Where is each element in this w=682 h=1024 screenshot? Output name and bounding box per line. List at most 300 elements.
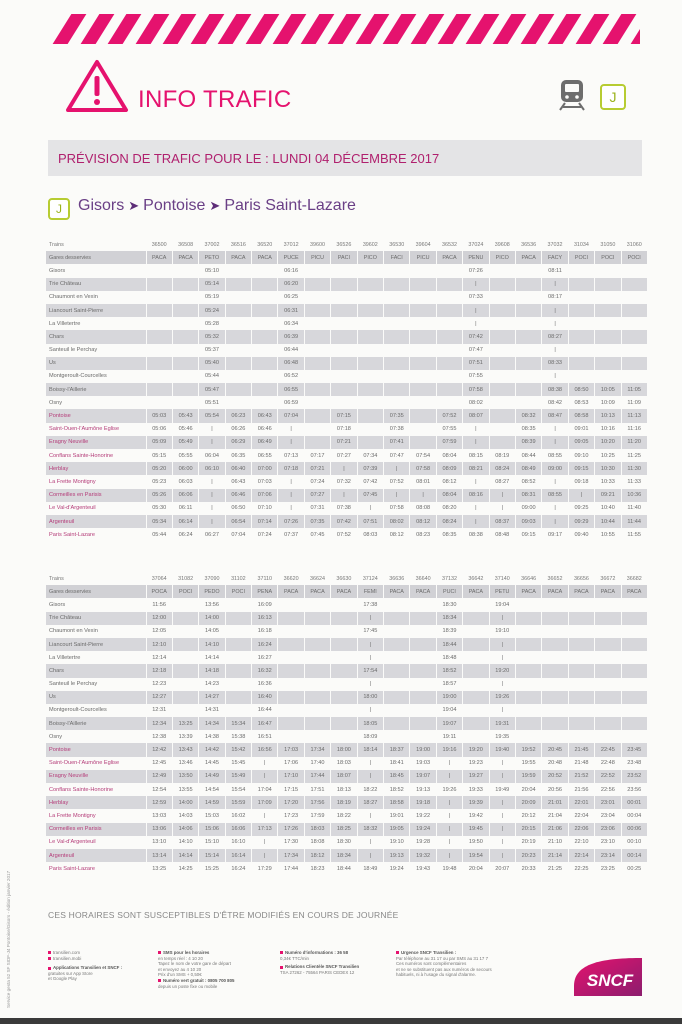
departure-time bbox=[252, 357, 278, 370]
departure-time: 14:05 bbox=[199, 625, 225, 638]
departure-time: 06:29 bbox=[225, 436, 251, 449]
departure-time: 07:42 bbox=[357, 475, 383, 488]
departure-time: | bbox=[252, 836, 278, 849]
departure-time: 08:19 bbox=[489, 449, 515, 462]
footer-emergency-line: habituels, ni à l'usage du signal d'alarme. bbox=[396, 972, 477, 978]
stations-served-label: Gares desservies bbox=[46, 251, 146, 264]
departure-time: 18:34 bbox=[331, 849, 357, 862]
departure-time: | bbox=[252, 809, 278, 822]
departure-time bbox=[172, 651, 198, 664]
departure-time: 06:06 bbox=[172, 489, 198, 502]
train-number: 39600 bbox=[304, 238, 330, 251]
departure-time: 16:18 bbox=[252, 625, 278, 638]
departure-time: 05:15 bbox=[146, 449, 172, 462]
departure-time: 19:10 bbox=[384, 836, 410, 849]
train-number: 36630 bbox=[331, 572, 357, 585]
departure-time: 10:25 bbox=[595, 449, 621, 462]
departure-time bbox=[621, 664, 647, 677]
route-line-badge: J bbox=[48, 198, 70, 220]
departure-time: 19:26 bbox=[436, 783, 462, 796]
departure-time: 18:13 bbox=[331, 783, 357, 796]
departure-time: 11:40 bbox=[621, 502, 647, 515]
footer-web-link[interactable]: transilien.com bbox=[48, 950, 148, 956]
departure-time bbox=[225, 691, 251, 704]
mission-code: PICU bbox=[304, 251, 330, 264]
departure-time: 07:38 bbox=[384, 423, 410, 436]
departure-time bbox=[225, 664, 251, 677]
departure-time bbox=[489, 396, 515, 409]
departure-time: 07:58 bbox=[463, 383, 489, 396]
mission-code: POCA bbox=[146, 585, 172, 598]
departure-time bbox=[463, 664, 489, 677]
departure-time: 23:04 bbox=[595, 809, 621, 822]
departure-time bbox=[384, 330, 410, 343]
station-name: Argenteuil bbox=[46, 849, 146, 862]
station-name: Liancourt Saint-Pierre bbox=[46, 638, 146, 651]
departure-time bbox=[278, 612, 304, 625]
train-number: 36526 bbox=[331, 238, 357, 251]
departure-time bbox=[172, 704, 198, 717]
departure-time: 07:18 bbox=[331, 423, 357, 436]
footer-phone: Numéro vert gratuit : 0805 700 805 bbox=[158, 978, 278, 984]
departure-time: 14:31 bbox=[199, 704, 225, 717]
train-number: 36508 bbox=[172, 238, 198, 251]
departure-time bbox=[568, 264, 594, 277]
footer-info-title: Numéro d'informations : 36 58 bbox=[280, 950, 390, 956]
timetable-row bbox=[46, 743, 647, 756]
departure-time: 17:34 bbox=[304, 743, 330, 756]
station-name: Conflans Sainte-Honorine bbox=[46, 449, 146, 462]
departure-time: 17:44 bbox=[304, 770, 330, 783]
departure-time bbox=[304, 370, 330, 383]
departure-time: | bbox=[542, 423, 568, 436]
departure-time: 11:13 bbox=[621, 409, 647, 422]
train-number: 36656 bbox=[568, 572, 594, 585]
departure-time: 18:52 bbox=[384, 783, 410, 796]
departure-time bbox=[172, 330, 198, 343]
departure-time bbox=[621, 264, 647, 277]
departure-time bbox=[621, 317, 647, 330]
departure-time bbox=[542, 704, 568, 717]
departure-time: 14:34 bbox=[199, 717, 225, 730]
station-name: Herblay bbox=[46, 462, 146, 475]
departure-time: 15:03 bbox=[199, 809, 225, 822]
departure-time: 07:58 bbox=[410, 462, 436, 475]
departure-time bbox=[331, 717, 357, 730]
footer-apps-line: gratuites sur App Store bbox=[48, 970, 93, 976]
departure-time: | bbox=[489, 849, 515, 862]
departure-time: 12:31 bbox=[146, 704, 172, 717]
departure-time bbox=[436, 317, 462, 330]
departure-time: 13:03 bbox=[146, 809, 172, 822]
departure-time bbox=[252, 291, 278, 304]
departure-time bbox=[515, 598, 541, 611]
departure-time: 10:16 bbox=[595, 423, 621, 436]
departure-time: 06:55 bbox=[278, 383, 304, 396]
forecast-prefix: PRÉVISION DE TRAFIC POUR LE : bbox=[58, 151, 269, 166]
departure-time: 06:35 bbox=[225, 449, 251, 462]
departure-time: 19:40 bbox=[489, 743, 515, 756]
departure-time: 06:00 bbox=[172, 462, 198, 475]
departure-time: 17:04 bbox=[252, 783, 278, 796]
departure-time: 11:44 bbox=[621, 515, 647, 528]
departure-time: 07:14 bbox=[252, 515, 278, 528]
departure-time: 05:40 bbox=[199, 357, 225, 370]
train-number: 37110 bbox=[252, 572, 278, 585]
station-name: Chars bbox=[46, 664, 146, 677]
departure-time: 19:04 bbox=[489, 598, 515, 611]
forecast-bar bbox=[48, 140, 642, 176]
departure-time: | bbox=[278, 423, 304, 436]
departure-time: 05:44 bbox=[146, 528, 172, 541]
train-number: 36516 bbox=[225, 238, 251, 251]
departure-time: 08:38 bbox=[542, 383, 568, 396]
departure-time bbox=[410, 291, 436, 304]
departure-time: 17:59 bbox=[304, 809, 330, 822]
timetable-row bbox=[46, 304, 647, 317]
departure-time bbox=[568, 370, 594, 383]
departure-time: | bbox=[568, 489, 594, 502]
departure-time: 23:06 bbox=[595, 823, 621, 836]
departure-time bbox=[278, 625, 304, 638]
line-j-badge: J bbox=[600, 84, 626, 110]
departure-time: 08:24 bbox=[489, 462, 515, 475]
departure-time: 12:45 bbox=[146, 757, 172, 770]
warning-stripe bbox=[575, 14, 609, 44]
departure-time: 12:54 bbox=[146, 783, 172, 796]
departure-time: 08:27 bbox=[489, 475, 515, 488]
train-number-row bbox=[46, 238, 647, 251]
departure-time: 05:10 bbox=[199, 264, 225, 277]
departure-time bbox=[515, 304, 541, 317]
departure-time: 19:27 bbox=[463, 770, 489, 783]
departure-time: 08:33 bbox=[542, 357, 568, 370]
departure-time: | bbox=[436, 849, 462, 862]
mission-code: POCI bbox=[621, 251, 647, 264]
departure-time: 18:58 bbox=[384, 796, 410, 809]
departure-time: 07:39 bbox=[357, 462, 383, 475]
departure-time: 19:24 bbox=[410, 823, 436, 836]
departure-time: 08:55 bbox=[542, 449, 568, 462]
departure-time: 20:04 bbox=[463, 862, 489, 875]
departure-time bbox=[304, 278, 330, 291]
departure-time bbox=[515, 651, 541, 664]
departure-time: 11:33 bbox=[621, 475, 647, 488]
departure-time bbox=[304, 344, 330, 357]
departure-time: 05:55 bbox=[172, 449, 198, 462]
departure-time bbox=[357, 278, 383, 291]
train-number: 36652 bbox=[542, 572, 568, 585]
departure-time bbox=[621, 691, 647, 704]
departure-time: 00:04 bbox=[621, 809, 647, 822]
departure-time: 09:15 bbox=[568, 462, 594, 475]
departure-time bbox=[331, 638, 357, 651]
departure-time: 07:06 bbox=[252, 489, 278, 502]
departure-time: 07:26 bbox=[278, 515, 304, 528]
departure-time: 15:59 bbox=[225, 796, 251, 809]
departure-time bbox=[252, 278, 278, 291]
warning-stripe bbox=[383, 14, 417, 44]
departure-time: | bbox=[199, 475, 225, 488]
departure-time: | bbox=[199, 489, 225, 502]
departure-time bbox=[436, 304, 462, 317]
footer-mobile-link[interactable]: transilien.mobi bbox=[48, 956, 148, 962]
departure-time bbox=[489, 278, 515, 291]
departure-time: 19:42 bbox=[463, 809, 489, 822]
departure-time bbox=[463, 612, 489, 625]
departure-time bbox=[463, 598, 489, 611]
departure-time: | bbox=[436, 796, 462, 809]
departure-time: 00:06 bbox=[621, 823, 647, 836]
departure-time bbox=[304, 678, 330, 691]
departure-time: 16:02 bbox=[225, 809, 251, 822]
train-number: 39604 bbox=[410, 238, 436, 251]
timetable-row bbox=[46, 489, 647, 502]
departure-time bbox=[357, 291, 383, 304]
departure-time bbox=[304, 598, 330, 611]
departure-time bbox=[384, 691, 410, 704]
departure-time: | bbox=[199, 436, 225, 449]
departure-time: 08:35 bbox=[436, 528, 462, 541]
departure-time: 14:00 bbox=[199, 612, 225, 625]
warning-stripe bbox=[300, 14, 334, 44]
mission-code: PACA bbox=[410, 585, 436, 598]
departure-time bbox=[172, 317, 198, 330]
departure-time bbox=[515, 383, 541, 396]
departure-time: 05:32 bbox=[199, 330, 225, 343]
departure-time bbox=[542, 625, 568, 638]
departure-time bbox=[542, 638, 568, 651]
departure-time: 20:56 bbox=[542, 783, 568, 796]
departure-time: 23:48 bbox=[621, 757, 647, 770]
departure-time: 19:43 bbox=[410, 862, 436, 875]
timetable-row bbox=[46, 809, 647, 822]
departure-time bbox=[252, 264, 278, 277]
departure-time bbox=[621, 704, 647, 717]
departure-time: 15:06 bbox=[199, 823, 225, 836]
warning-stripe bbox=[108, 14, 142, 44]
departure-time: 07:10 bbox=[252, 502, 278, 515]
departure-time: 07:35 bbox=[304, 515, 330, 528]
departure-time: 11:30 bbox=[621, 462, 647, 475]
departure-time: 08:08 bbox=[410, 502, 436, 515]
departure-time: 19:20 bbox=[489, 664, 515, 677]
departure-time: 19:04 bbox=[436, 704, 462, 717]
timetable-row bbox=[46, 678, 647, 691]
timetable-row bbox=[46, 770, 647, 783]
timetable-row bbox=[46, 691, 647, 704]
train-number: 36636 bbox=[384, 572, 410, 585]
departure-time: | bbox=[384, 489, 410, 502]
departure-time: 12:42 bbox=[146, 743, 172, 756]
departure-time: 17:10 bbox=[278, 770, 304, 783]
departure-time bbox=[568, 278, 594, 291]
departure-time bbox=[568, 730, 594, 743]
departure-time bbox=[621, 357, 647, 370]
departure-time: 07:52 bbox=[384, 475, 410, 488]
departure-time bbox=[384, 370, 410, 383]
departure-time bbox=[489, 291, 515, 304]
mission-code: PACA bbox=[515, 585, 541, 598]
departure-time bbox=[172, 344, 198, 357]
mission-code: PACA bbox=[515, 251, 541, 264]
departure-time: 19:33 bbox=[463, 783, 489, 796]
timetable-row bbox=[46, 330, 647, 343]
departure-time bbox=[357, 409, 383, 422]
departure-time: | bbox=[542, 515, 568, 528]
station-name: La Villetertre bbox=[46, 317, 146, 330]
departure-time bbox=[331, 396, 357, 409]
departure-time: 08:12 bbox=[436, 475, 462, 488]
departure-time bbox=[621, 278, 647, 291]
departure-time bbox=[384, 651, 410, 664]
departure-time: 19:18 bbox=[410, 796, 436, 809]
trains-label: Trains bbox=[46, 238, 146, 251]
departure-time: | bbox=[542, 278, 568, 291]
departure-time: 18:44 bbox=[331, 862, 357, 875]
departure-time bbox=[278, 730, 304, 743]
station-name: Cormeilles en Parisis bbox=[46, 489, 146, 502]
departure-time bbox=[172, 278, 198, 291]
departure-time bbox=[568, 651, 594, 664]
departure-time: | bbox=[436, 823, 462, 836]
departure-time bbox=[542, 664, 568, 677]
departure-time bbox=[410, 638, 436, 651]
departure-time bbox=[331, 651, 357, 664]
departure-time bbox=[172, 664, 198, 677]
departure-time: 14:59 bbox=[199, 796, 225, 809]
bullet-icon bbox=[396, 951, 399, 954]
departure-time: 07:47 bbox=[463, 344, 489, 357]
station-name: Us bbox=[46, 357, 146, 370]
departure-time bbox=[515, 370, 541, 383]
mission-code: PENA bbox=[252, 585, 278, 598]
departure-time: 15:38 bbox=[225, 730, 251, 743]
mission-code: FACI bbox=[384, 251, 410, 264]
departure-time bbox=[515, 704, 541, 717]
departure-time: 00:14 bbox=[621, 849, 647, 862]
departure-time: 08:17 bbox=[542, 291, 568, 304]
departure-time: 11:25 bbox=[621, 449, 647, 462]
warning-stripe bbox=[465, 14, 499, 44]
departure-time: 09:01 bbox=[568, 423, 594, 436]
departure-time bbox=[595, 717, 621, 730]
departure-time bbox=[172, 691, 198, 704]
departure-time bbox=[489, 409, 515, 422]
departure-time bbox=[146, 304, 172, 317]
departure-time: 18:30 bbox=[436, 598, 462, 611]
departure-time: 06:10 bbox=[199, 462, 225, 475]
departure-time: | bbox=[410, 489, 436, 502]
departure-time: 06:31 bbox=[278, 304, 304, 317]
departure-time: 19:55 bbox=[515, 757, 541, 770]
departure-time: 00:25 bbox=[621, 862, 647, 875]
station-name: Pontoise bbox=[46, 743, 146, 756]
departure-time: 05:46 bbox=[172, 423, 198, 436]
departure-time bbox=[621, 625, 647, 638]
departure-time: 06:14 bbox=[172, 515, 198, 528]
departure-time: 18:09 bbox=[357, 730, 383, 743]
departure-time: | bbox=[357, 849, 383, 862]
departure-time: 06:44 bbox=[278, 344, 304, 357]
departure-time bbox=[331, 317, 357, 330]
departure-time: | bbox=[384, 462, 410, 475]
departure-time: 06:20 bbox=[278, 278, 304, 291]
departure-time: 06:55 bbox=[252, 449, 278, 462]
departure-time: 13:14 bbox=[146, 849, 172, 862]
departure-time: 08:04 bbox=[436, 449, 462, 462]
departure-time: 20:07 bbox=[489, 862, 515, 875]
departure-time: 13:39 bbox=[172, 730, 198, 743]
departure-time bbox=[384, 664, 410, 677]
departure-time bbox=[621, 598, 647, 611]
departure-time: | bbox=[357, 612, 383, 625]
departure-time bbox=[595, 598, 621, 611]
train-number: 37064 bbox=[146, 572, 172, 585]
timetable-row bbox=[46, 357, 647, 370]
departure-time bbox=[304, 612, 330, 625]
departure-time bbox=[515, 317, 541, 330]
departure-time: 22:04 bbox=[568, 809, 594, 822]
departure-time bbox=[225, 638, 251, 651]
departure-time bbox=[357, 344, 383, 357]
departure-time: 07:04 bbox=[278, 409, 304, 422]
mission-code: PETU bbox=[489, 585, 515, 598]
departure-time bbox=[410, 436, 436, 449]
departure-time bbox=[304, 291, 330, 304]
departure-time: 20:15 bbox=[515, 823, 541, 836]
departure-time: | bbox=[357, 678, 383, 691]
departure-time bbox=[331, 383, 357, 396]
departure-time: 22:14 bbox=[568, 849, 594, 862]
page-bottom-edge bbox=[0, 1018, 682, 1024]
departure-time bbox=[278, 651, 304, 664]
departure-time: 20:33 bbox=[515, 862, 541, 875]
departure-time bbox=[225, 304, 251, 317]
timetable-row bbox=[46, 730, 647, 743]
departure-time bbox=[410, 423, 436, 436]
departure-time: 08:16 bbox=[463, 489, 489, 502]
departure-time bbox=[568, 291, 594, 304]
departure-time: 17:29 bbox=[252, 862, 278, 875]
departure-time: 18:19 bbox=[331, 796, 357, 809]
station-name: Eragny Neuville bbox=[46, 436, 146, 449]
departure-time bbox=[410, 383, 436, 396]
train-number: 36646 bbox=[515, 572, 541, 585]
departure-time: 19:07 bbox=[436, 717, 462, 730]
departure-time bbox=[384, 730, 410, 743]
departure-time: 21:04 bbox=[542, 809, 568, 822]
departure-time bbox=[463, 651, 489, 664]
departure-time: 09:40 bbox=[568, 528, 594, 541]
departure-time bbox=[172, 598, 198, 611]
departure-time: 15:49 bbox=[225, 770, 251, 783]
departure-time: 17:23 bbox=[278, 809, 304, 822]
warning-stripe bbox=[273, 14, 307, 44]
timetable-row bbox=[46, 291, 647, 304]
departure-time bbox=[225, 612, 251, 625]
departure-time bbox=[595, 730, 621, 743]
departure-time: 17:03 bbox=[278, 743, 304, 756]
departure-time bbox=[172, 638, 198, 651]
departure-time: 08:27 bbox=[542, 330, 568, 343]
departure-time: 11:56 bbox=[146, 598, 172, 611]
timetable-row bbox=[46, 783, 647, 796]
departure-time: 21:06 bbox=[542, 823, 568, 836]
departure-time bbox=[225, 396, 251, 409]
departure-time: 19:26 bbox=[489, 691, 515, 704]
train-number: 37012 bbox=[278, 238, 304, 251]
